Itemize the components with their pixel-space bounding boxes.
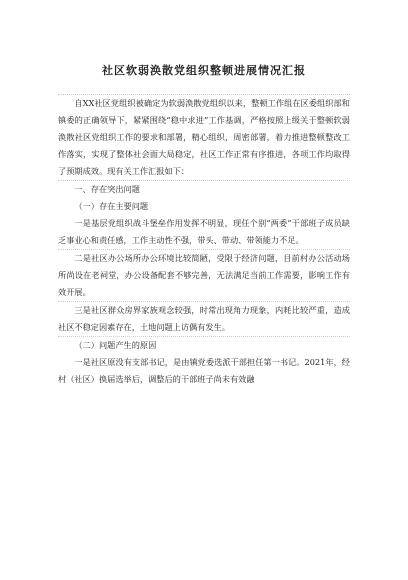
paragraph-p1: 自XX社区党组织被确定为软弱涣散党组织以来，整顿工作组在区委组织部和镇委的正确领导下，紧紧围绕“稳中求进”工作基调，严格按照上级关于整顿软弱涣散社区党组织工作的要求和部署，精心组织，周密部署，着力推进整顿整改工作落实，实现了整体社会面大局稳定，社区工作正常有序推进，各项工作均取得了预期成效。现有关工作汇报如下： xyxy=(58,95,350,181)
document-title: 社区软弱涣散党组织整顿进展情况汇报 xyxy=(102,64,306,77)
heading-h2: （一）存在主要问题 xyxy=(74,201,149,211)
paragraph-p5: 一是社区原没有支部书记，是由镇党委选派干部担任第一书记。2021年，经村（社区）换届选举后，调整后的干部班子尚未有效融 xyxy=(58,357,350,384)
paragraph-p4: 三是社区群众房界家族观念较强，时常出现角力现象，内耗比较严重，造成社区不稳定因素存在，土地问题上访偶有发生。 xyxy=(58,302,350,337)
heading-h1: 一、存在突出问题 xyxy=(74,184,140,194)
paragraph-p3: 二是社区办公场所办公环境比较简陋，受限于经济问题，目前村办公活动场所尚设在老祠堂，办公设备配套不够完善，无法满足当前工作需要，影响工作有效开展。 xyxy=(58,250,350,302)
document-body xyxy=(58,94,350,388)
paragraph-p2: 一是基层党组织战斗堡垒作用发挥不明显，现任个别“两委”干部班子成员缺乏事业心和责任感，工作主动性不强，带头、带动、带领能力不足。 xyxy=(58,215,350,250)
heading-h3: （二）问题产生的原因 xyxy=(74,340,157,350)
